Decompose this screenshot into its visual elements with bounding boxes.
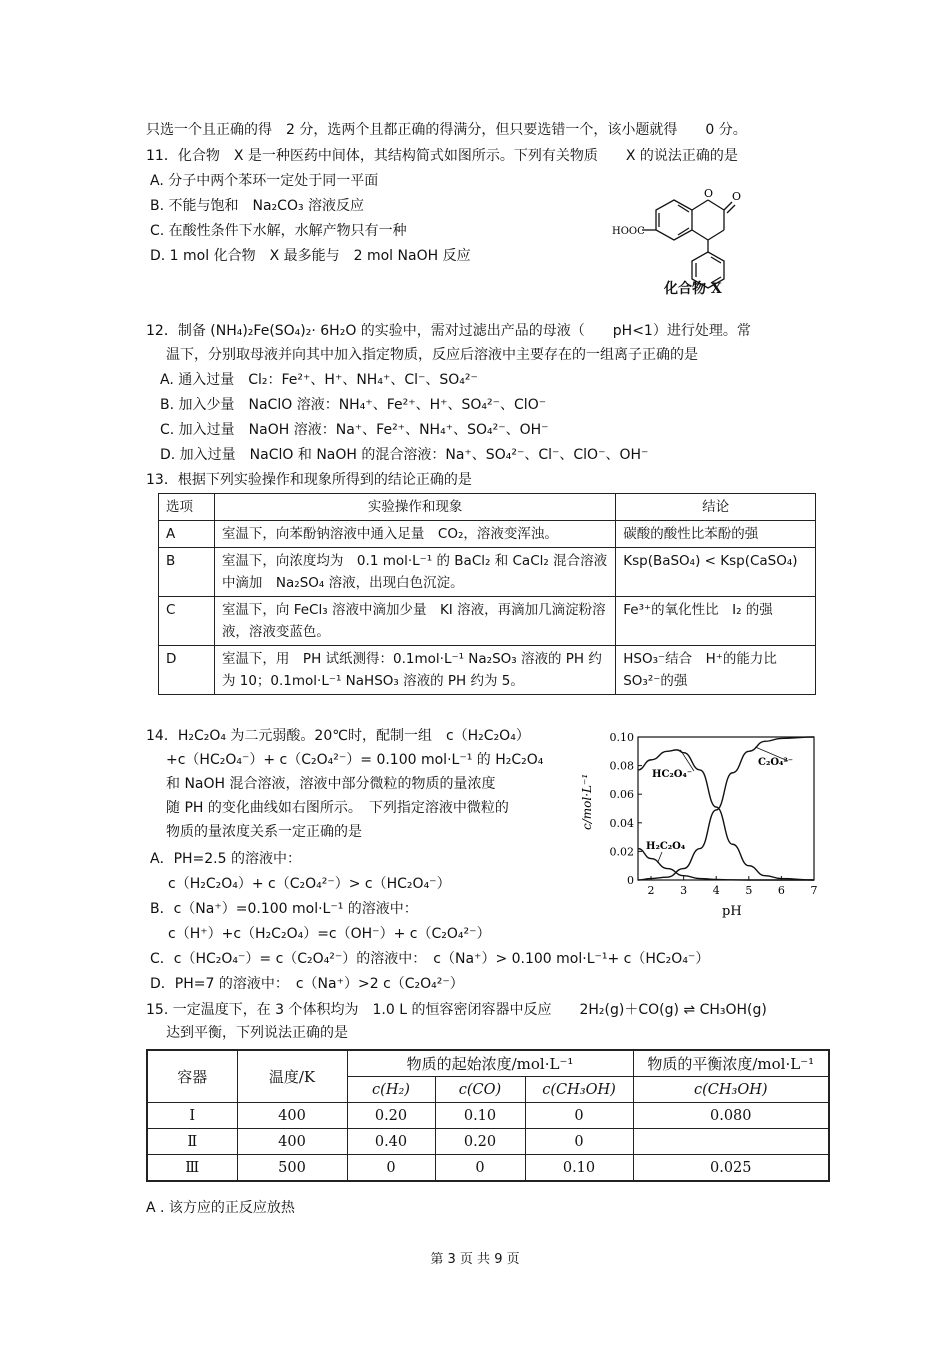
q14-line4: 随 PH 的变化曲线如右图所示。 下列指定溶液中微粒的 [166,800,509,816]
cell-co: 0.10 [435,1103,525,1129]
q15-option-a: A . 该方应的正反应放热 [146,1200,295,1216]
row-conclusion: Fe³⁺的氧化性比 I₂ 的强 [616,597,816,646]
table-row [159,646,816,695]
q14-line1: 14．H₂C₂O₄ 为二元弱酸。20℃时，配制一组 c（H₂C₂O₄） [146,728,530,744]
q14-option-d: D．PH=7 的溶液中： c（Na⁺）>2 c（C₂O₄²⁻） [150,976,464,992]
q14-option-b: B．c（Na⁺）=0.100 mol·L⁻¹ 的溶液中： [150,901,418,917]
hooc-label: HOOC [612,226,645,237]
carbonyl-oxygen-label: O [732,190,742,203]
q14-option-a: A．PH=2.5 的溶液中： [150,851,301,867]
header-c-ch3oh: c(CH₃OH) [525,1077,633,1103]
q12-stem-line2: 温下，分别取母液并向其中加入指定物质，反应后溶液中主要存在的一组离子正确的是 [166,347,698,363]
q15-stem-line2: 达到平衡，下列说法正确的是 [166,1025,348,1041]
x-tick-label: 6 [777,884,785,897]
q12-option-d: D. 加入过量 NaClO 和 NaOH 的混合溶液：Na⁺、SO₄²⁻、Cl⁻、ClO⁻、OH⁻ [160,447,649,463]
header-conclusion: 结论 [616,494,816,521]
header-c-co: c(CO) [435,1077,525,1103]
row-operation: 室温下，向浓度均为 0.1 mol·L⁻¹ 的 BaCl₂ 和 CaCl₂ 混合溶液中滴加 Na₂SO₄ 溶液，出现白色沉淀。 [214,548,615,597]
x-tick-label: 5 [745,884,753,897]
header-temperature: 温度/K [237,1050,347,1103]
cell-co: 0.20 [435,1129,525,1155]
q12-option-a: A. 通入过量 Cl₂：Fe²⁺、H⁺、NH₄⁺、Cl⁻、SO₄²⁻ [160,372,478,388]
row-operation: 室温下，向苯酚钠溶液中通入足量 CO₂，溶液变浑浊。 [214,521,615,548]
q14-line5: 物质的量浓度关系一定正确的是 [166,824,362,840]
q11-option-a: A. 分子中两个苯环一定处于同一平面 [150,173,379,189]
q15-stem-line1: 15. 一定温度下，在 3 个体积均为 1.0 L 的恒容密闭容器中反应 2H₂(g)＋CO(g) ⇌ CH₃OH(g) [146,1002,767,1018]
intro-text: 只选一个且正确的得 2 分，选两个且都正确的得满分，但只要选错一个，该小题就得 0 分。 [146,122,747,138]
cell-h2: 0.40 [347,1129,435,1155]
x-tick-label: 7 [810,884,818,897]
page-footer: 第 3 页 共 9 页 [430,1252,520,1267]
cell-temp: 500 [237,1155,347,1182]
series-label-h2c2o4: H₂C₂O₄ [646,841,686,852]
q14-option-b-expr: c（H⁺）+c（H₂C₂O₄）=c（OH⁻）+ c（C₂O₄²⁻） [168,926,491,942]
concentration-ph-chart [582,725,828,920]
header-c-ch3oh-eq: c(CH₃OH) [633,1077,829,1103]
q13-stem: 13．根据下列实验操作和现象所得到的结论正确的是 [146,472,472,488]
y-tick-label: 0.04 [609,816,634,830]
q12-option-b: B. 加入少量 NaClO 溶液：NH₄⁺、Fe²⁺、H⁺、SO₄²⁻、ClO⁻ [160,397,547,413]
q13-table [158,493,816,695]
q11-option-c: C. 在酸性条件下水解，水解产物只有一种 [150,223,407,239]
cell-ch3oh: 0.10 [525,1155,633,1182]
y-tick-label: 0.06 [609,788,634,802]
x-tick-label: 2 [647,884,655,897]
cell-eq: 0.025 [633,1155,829,1182]
label-leader-line [658,852,662,863]
cell-container: Ⅱ [147,1129,237,1155]
cell-eq [633,1129,829,1155]
y-tick-label: 0.02 [609,845,634,859]
table-row [159,548,816,597]
y-tick-label: 0.08 [609,759,634,773]
header-option: 选项 [159,494,215,521]
row-conclusion: HSO₃⁻结合 H⁺的能力比 SO₃²⁻的强 [616,646,816,695]
q14-option-a-expr: c（H₂C₂O₄）+ c（C₂O₄²⁻）> c（HC₂O₄⁻） [168,876,451,892]
header-c-h2: c(H₂) [347,1077,435,1103]
cell-ch3oh: 0 [525,1129,633,1155]
q11-stem: 11．化合物 X 是一种医药中间体，其结构简式如图所示。下列有关物质 X 的说法正确的是 [146,148,738,164]
cell-h2: 0 [347,1155,435,1182]
row-operation: 室温下，向 FeCl₃ 溶液中滴加少量 KI 溶液，再滴加几滴淀粉溶液，溶液变蓝色。 [214,597,615,646]
cell-co: 0 [435,1155,525,1182]
q12-option-c: C. 加入过量 NaOH 溶液：Na⁺、Fe²⁺、NH₄⁺、SO₄²⁻、OH⁻ [160,422,549,438]
row-conclusion: Ksp(BaSO₄) < Ksp(CaSO₄) [616,548,816,597]
q11-option-b: B. 不能与饱和 Na₂CO₃ 溶液反应 [150,198,365,214]
h2c2o4-curve [638,849,814,880]
x-axis-label: pH [722,904,742,919]
q14-option-c: C．c（HC₂O₄⁻）= c（C₂O₄²⁻）的溶液中： c（Na⁺）> 0.100 mol·L⁻¹+ c（HC₂O₄⁻） [150,951,710,967]
compound-x-caption: 化合物 X [664,281,722,297]
cell-h2: 0.20 [347,1103,435,1129]
row-option: C [159,597,215,646]
row-conclusion: 碳酸的酸性比苯酚的强 [616,521,816,548]
row-operation: 室温下，用 PH 试纸测得：0.1mol·L⁻¹ Na₂SO₃ 溶液的 PH 约为 10；0.1mol·L⁻¹ NaHSO₃ 溶液的 PH 约为 5。 [214,646,615,695]
table-row [147,1155,829,1182]
table-header-row [159,494,816,521]
row-option: A [159,521,215,548]
series-label-c2o4: C₂O₄²⁻ [758,757,794,768]
y-tick-label: 0.10 [609,731,634,744]
header-initial-conc: 物质的起始浓度/mol·L⁻¹ [347,1050,633,1077]
cell-container: Ⅰ [147,1103,237,1129]
y-tick-label: 0 [627,874,634,887]
series-label-hc2o4: HC₂O₄⁻ [652,769,693,780]
cell-container: Ⅲ [147,1155,237,1182]
q15-table [146,1049,830,1182]
row-option: B [159,548,215,597]
cell-eq: 0.080 [633,1103,829,1129]
x-tick-label: 4 [712,884,720,897]
cell-temp: 400 [237,1103,347,1129]
header-container: 容器 [147,1050,237,1103]
cell-temp: 400 [237,1129,347,1155]
table-row [159,597,816,646]
row-option: D [159,646,215,695]
q14-line3: 和 NaOH 混合溶液，溶液中部分微粒的物质的量浓度 [166,776,496,792]
table-row [147,1103,829,1129]
header-operation: 实验操作和现象 [214,494,615,521]
y-axis-label: c/mol·L⁻¹ [580,773,594,830]
q14-line2: +c（HC₂O₄⁻）+ c（C₂O₄²⁻）= 0.100 mol·L⁻¹ 的 H₂C₂O₄ [166,752,544,768]
cell-ch3oh: 0 [525,1103,633,1129]
x-tick-label: 3 [680,884,688,897]
q11-option-d: D. 1 mol 化合物 X 最多能与 2 mol NaOH 反应 [150,248,471,264]
table-row [159,521,816,548]
ring-oxygen-label: O [704,187,714,200]
q12-stem-line1: 12．制备 (NH₄)₂Fe(SO₄)₂· 6H₂O 的实验中，需对过滤出产品的母液（ pH<1）进行处理。常 [146,323,751,339]
table-row [147,1129,829,1155]
header-equilibrium-conc: 物质的平衡浓度/mol·L⁻¹ [633,1050,829,1077]
